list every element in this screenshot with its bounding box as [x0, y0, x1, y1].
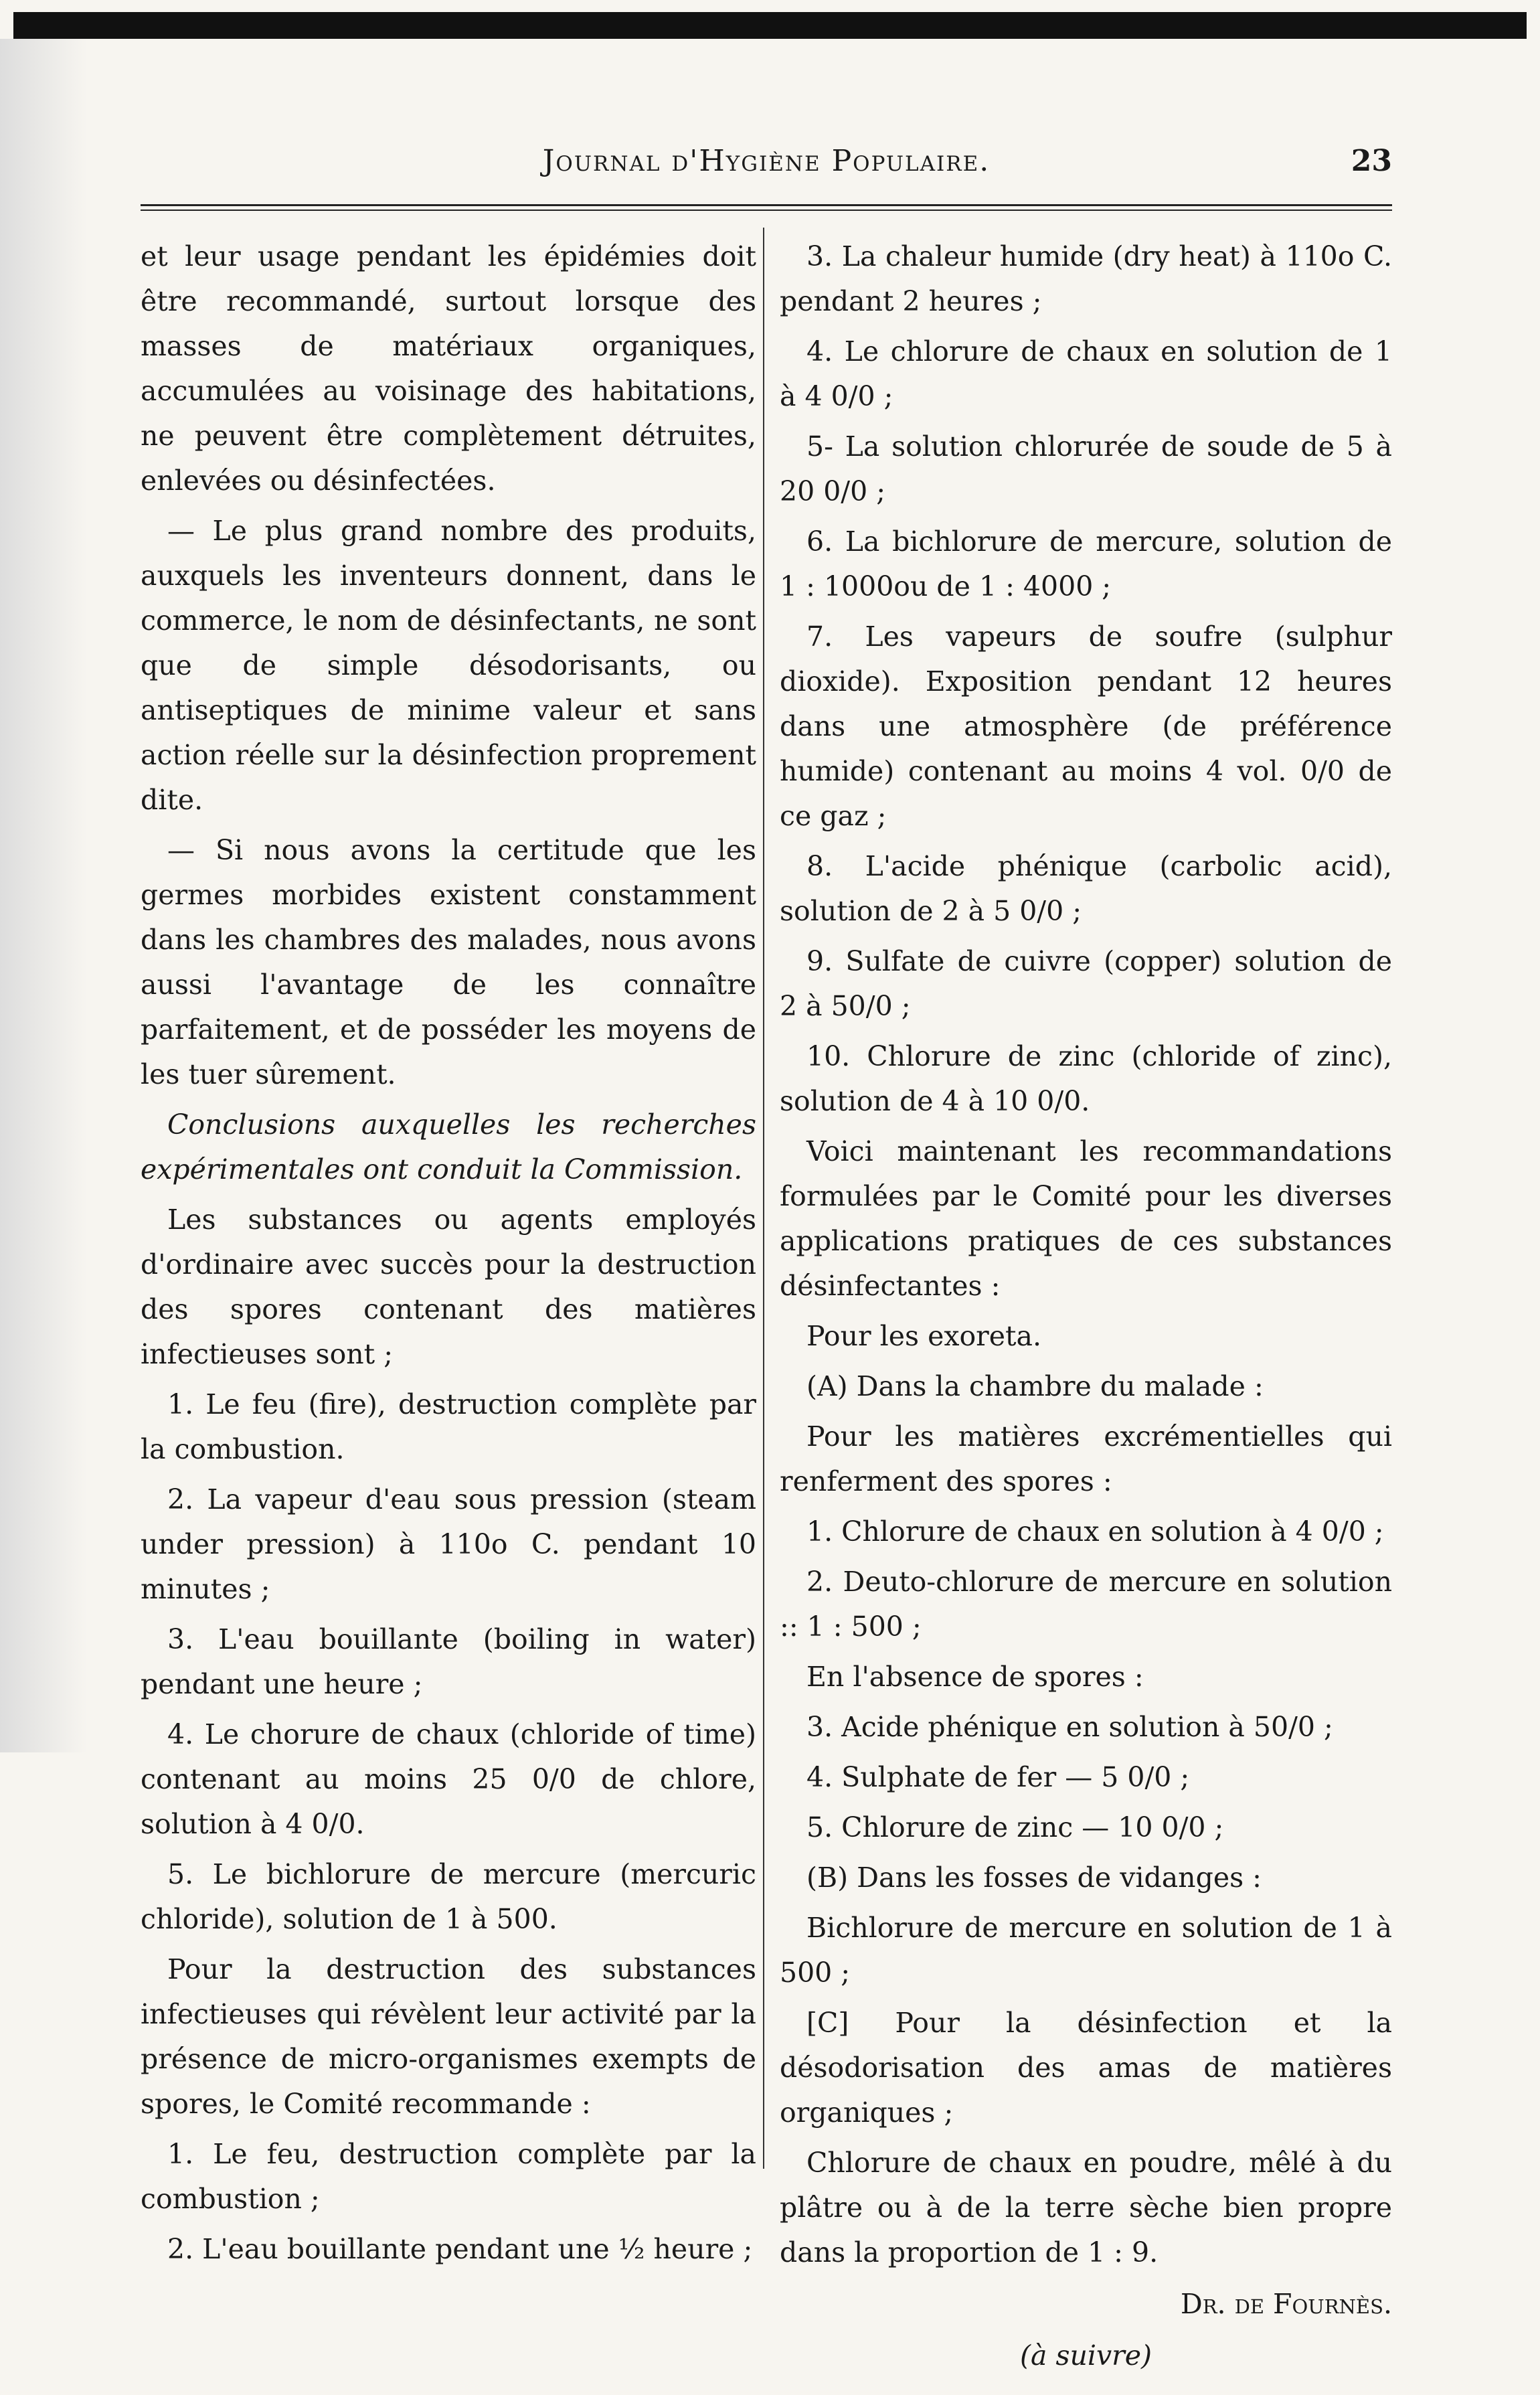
paragraph: 1. Chlorure de chaux en solution à 4 0/0 ;: [806, 1515, 1384, 1548]
paragraph: (à suivre): [1019, 2339, 1152, 2372]
paragraph: et leur usage pendant les épidémies doit être recommandé, surtout lorsque des masses de matériaux organiques, accumulées au voisinage des habitations, ne peuvent être complètement détruites, enlevées ou désinfectées.: [141, 240, 756, 497]
page-number: 23: [1351, 144, 1392, 178]
paragraph: Bichlorure de mercure en solution de 1 à 500 ;: [780, 1912, 1392, 1989]
paragraph: Les substances ou agents employés d'ordinaire avec succès pour la destruction des spores contenant des matières infectieuses sont ;: [141, 1204, 756, 1370]
paragraph: Dr. de Fournès.: [1180, 2288, 1392, 2320]
header-rule: [141, 204, 1392, 211]
journal-title: Journal d'Hygiène Populaire.: [542, 144, 991, 178]
paragraph: — Le plus grand nombre des produits, auxquels les inventeurs donnent, dans le commerce, le nom de désinfectants, ne sont que de simple désodorisants, ou antiseptiques de minime valeur et sans action réelle sur la désinfection proprement dite.: [141, 515, 756, 816]
paragraph: 5. Le bichlorure de mercure (mercuric chloride), solution de 1 à 500.: [141, 1858, 756, 1935]
paragraph: 10. Chlorure de zinc (chloride of zinc), solution de 4 à 10 0/0.: [780, 1040, 1392, 1117]
paragraph: 3. L'eau bouillante (boiling in water) pendant une heure ;: [141, 1623, 756, 1700]
paragraph: 9. Sulfate de cuivre (copper) solution de 2 à 50/0 ;: [780, 945, 1392, 1022]
paragraph: 5. Chlorure de zinc — 10 0/0 ;: [806, 1811, 1224, 1843]
paragraph: 4. Le chorure de chaux (chloride of time) contenant au moins 25 0/0 de chlore, solution à 4 0/0.: [141, 1718, 756, 1840]
left-column: [141, 234, 756, 2277]
paragraph: 4. Le chlorure de chaux en solution de 1 à 4 0/0 ;: [780, 335, 1392, 412]
paragraph: Pour la destruction des substances infectieuses qui révèlent leur activité par la présence de micro-organismes exempts de spores, le Comité recommande :: [141, 1953, 756, 2120]
paragraph: 4. Sulphate de fer — 5 0/0 ;: [806, 1761, 1190, 1793]
running-header: [141, 144, 1392, 197]
paragraph: 1. Le feu, destruction complète par la combustion ;: [141, 2138, 756, 2215]
paragraph: — Si nous avons la certitude que les germes morbides existent constamment dans les chambres des malades, nous avons aussi l'avantage de les connaître parfaitement, et de posséder les moyens de les tuer sûrement.: [141, 834, 756, 1090]
paragraph: Conclusions auxquelles les recherches expérimentales ont conduit la Commission.: [141, 1108, 756, 1185]
paragraph: Voici maintenant les recommandations formulées par le Comité pour les diverses applications pratiques de ces substances désinfectantes :: [780, 1135, 1392, 1302]
paragraph: 2. La vapeur d'eau sous pression (steam under pression) à 110o C. pendant 10 minutes ;: [141, 1483, 756, 1605]
paragraph: 3. Acide phénique en solution à 50/0 ;: [806, 1711, 1333, 1743]
paragraph: 8. L'acide phénique (carbolic acid), solution de 2 à 5 0/0 ;: [780, 850, 1392, 927]
paragraph: 1. Le feu (fire), destruction complète par la combustion.: [141, 1388, 756, 1465]
paragraph: [C] Pour la désinfection et la désodorisation des amas de matières organiques ;: [780, 2007, 1392, 2129]
paragraph: 2. Deuto-chlorure de mercure en solution :: 1 : 500 ;: [780, 1566, 1392, 1643]
paragraph: Chlorure de chaux en poudre, mêlé à du plâtre ou à de la terre sèche bien propre dans la proportion de 1 : 9.: [780, 2147, 1392, 2268]
paragraph: 3. La chaleur humide (dry heat) à 110o C. pendant 2 heures ;: [780, 240, 1392, 317]
paragraph: 5- La solution chlorurée de soude de 5 à 20 0/0 ;: [780, 430, 1392, 507]
paragraph: Pour les exoreta.: [806, 1320, 1041, 1352]
paragraph: (B) Dans les fosses de vidanges :: [806, 1862, 1262, 1894]
paragraph: En l'absence de spores :: [806, 1661, 1144, 1693]
scan-border-top: [13, 12, 1527, 39]
column-divider: [763, 228, 764, 2169]
paragraph: Pour les matières excrémentielles qui renferment des spores :: [780, 1420, 1392, 1497]
right-column: [780, 234, 1392, 2384]
paragraph: 6. La bichlorure de mercure, solution de 1 : 1000ou de 1 : 4000 ;: [780, 525, 1392, 602]
scan-binding-edge: [0, 39, 87, 1752]
paragraph: (A) Dans la chambre du malade :: [806, 1370, 1264, 1402]
paragraph: 2. L'eau bouillante pendant une ½ heure ;: [167, 2233, 753, 2265]
paragraph: 7. Les vapeurs de soufre (sulphur dioxide). Exposition pendant 12 heures dans une atmosphère (de préférence humide) contenant au moins 4 vol. 0/0 de ce gaz ;: [780, 621, 1392, 832]
